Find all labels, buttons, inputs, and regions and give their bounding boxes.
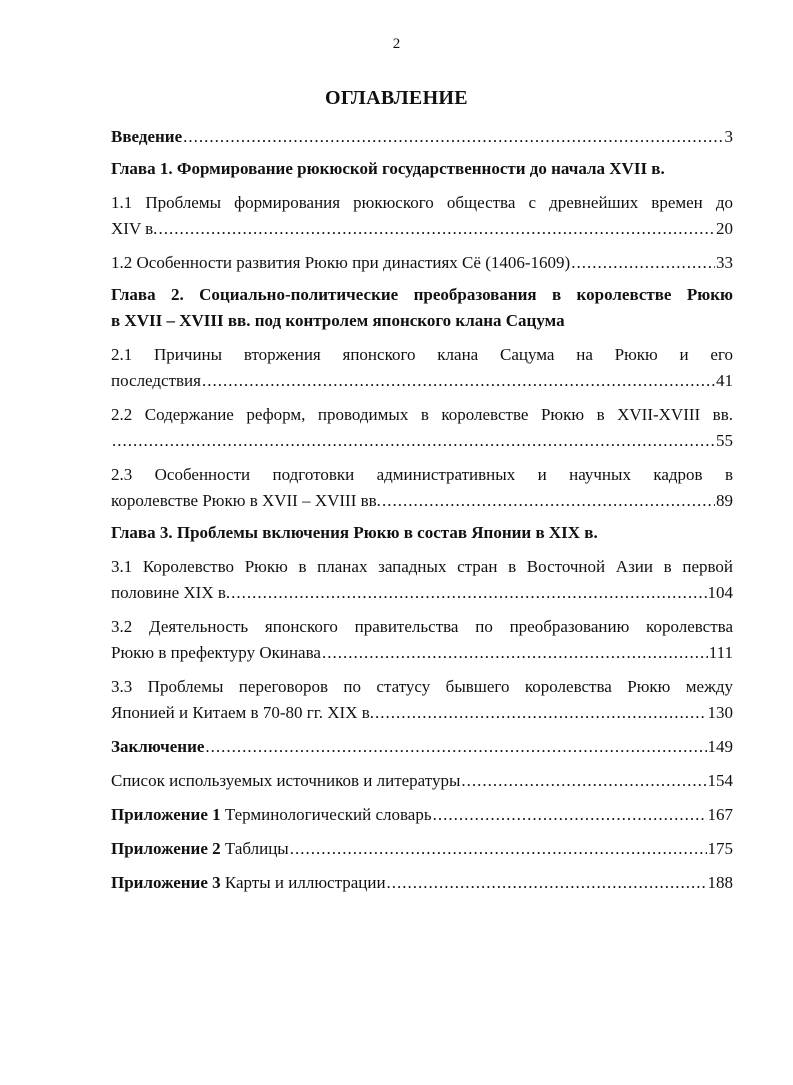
toc-entry-label-bold: Приложение 3 — [111, 873, 221, 892]
toc-entry-page: 111 — [708, 643, 733, 662]
toc-entry-line1: 1.1 Проблемы формирования рюкюского общества с древнейших времен до — [111, 193, 733, 212]
toc-entry-page: 154 — [707, 771, 733, 790]
toc-entry-label: Японией и Китаем в 70-80 гг. XIX в. — [111, 703, 375, 722]
toc-entry-page: 20 — [716, 219, 733, 238]
toc-entry-line1: Глава 2. Социально-политические преобразования в королевстве Рюкю — [111, 285, 733, 304]
toc-entry-label: Введение — [111, 127, 183, 146]
toc-entry-line1: 2.3 Особенности подготовки административных и научных кадров в — [111, 465, 733, 484]
toc-entry-section-2-2[interactable] — [111, 402, 733, 454]
leader-dots — [183, 124, 723, 150]
toc-entry-page: 175 — [707, 839, 733, 858]
leader-dots — [375, 700, 706, 726]
toc-entry-page: 188 — [707, 873, 733, 892]
leader-dots — [571, 250, 715, 276]
leader-dots — [202, 368, 715, 394]
toc-entry-label: Заключение — [111, 737, 205, 756]
toc-entry-line1: 3.2 Деятельность японского правительства по преобразованию королевства — [111, 617, 733, 636]
leader-dots — [158, 216, 715, 242]
toc-entry-line1: 3.1 Королевство Рюкю в планах западных стран в Восточной Азии в первой — [111, 557, 733, 576]
toc-entry-label: Терминологический словарь — [224, 805, 432, 824]
toc-entry-section-3-3[interactable] — [111, 674, 733, 726]
leader-dots — [433, 802, 707, 828]
toc-entry-page: 167 — [707, 805, 733, 824]
toc-entry-chapter-1[interactable] — [111, 156, 733, 182]
toc-entry-label: 1.2 Особенности развития Рюкю при династиях Сё (1406-1609) — [111, 253, 571, 272]
page-number: 2 — [392, 36, 401, 52]
toc-entry-page: 55 — [716, 431, 733, 450]
toc-entry-page: 149 — [707, 737, 733, 756]
toc-entry-section-2-3[interactable] — [111, 462, 733, 514]
toc-entry-page: 41 — [716, 371, 733, 390]
toc-entry-appendix-2[interactable] — [111, 836, 733, 862]
toc-entry-introduction[interactable] — [111, 124, 733, 150]
toc-entry-appendix-3[interactable] — [111, 870, 733, 896]
toc-entry-section-3-1[interactable] — [111, 554, 733, 606]
toc-entry-label: Карты и иллюстрации — [224, 873, 386, 892]
toc-entry-bibliography[interactable] — [111, 768, 733, 794]
toc-entry-label-bold: Приложение 2 — [111, 839, 221, 858]
page-title: ОГЛАВЛЕНИЕ — [325, 87, 468, 109]
toc-entry-label: половине XIX в. — [111, 583, 231, 602]
toc-entry-line1: 2.2 Содержание реформ, проводимых в королевстве Рюкю в XVII-XVIII вв. — [111, 405, 733, 424]
leader-dots — [387, 870, 707, 896]
leader-dots — [205, 734, 706, 760]
toc-entry-label: Глава 1. Формирование рюкюской государственности до начала XVII в. — [111, 159, 665, 178]
leader-dots — [461, 768, 706, 794]
toc-entry-page: 3 — [724, 127, 733, 146]
toc-entry-section-2-1[interactable] — [111, 342, 733, 394]
toc-entry-conclusion[interactable] — [111, 734, 733, 760]
toc-entry-label: Список используемых источников и литературы — [111, 771, 461, 790]
toc-entry-page: 104 — [707, 583, 733, 602]
toc-entry-label: последствия — [111, 371, 201, 390]
toc-entry-page: 130 — [707, 703, 733, 722]
toc-entry-section-1-2[interactable] — [111, 250, 733, 276]
toc-entry-page: 89 — [716, 491, 733, 510]
toc-entry-label: XIV в. — [111, 219, 158, 238]
toc-entry-label: Рюкю в префектуру Окинава — [111, 643, 321, 662]
toc-entry-page: 33 — [716, 253, 733, 272]
toc-entry-line1: 3.3 Проблемы переговоров по статусу бывшего королевства Рюкю между — [111, 677, 733, 696]
leader-dots — [290, 836, 707, 862]
toc-entry-label-bold: Приложение 1 — [111, 805, 221, 824]
leader-dots — [322, 640, 708, 666]
toc-entry-line2: в XVII – XVIII вв. под контролем японского клана Сацума — [111, 311, 565, 330]
toc-entry-section-3-2[interactable] — [111, 614, 733, 666]
leader-dots — [382, 488, 715, 514]
leader-dots — [231, 580, 706, 606]
toc-entry-label: Глава 3. Проблемы включения Рюкю в состав Японии в XIX в. — [111, 523, 598, 542]
toc-entry-line1: 2.1 Причины вторжения японского клана Сацума на Рюкю и его — [111, 345, 733, 364]
toc-entry-chapter-3[interactable] — [111, 520, 733, 546]
toc-entry-appendix-1[interactable] — [111, 802, 733, 828]
toc-entry-label: королевстве Рюкю в XVII – XVIII вв. — [111, 491, 381, 510]
table-of-contents — [111, 124, 733, 896]
toc-entry-label: Таблицы — [224, 839, 289, 858]
toc-entry-chapter-2[interactable] — [111, 282, 733, 334]
leader-dots — [112, 428, 715, 454]
toc-entry-section-1-1[interactable] — [111, 190, 733, 242]
